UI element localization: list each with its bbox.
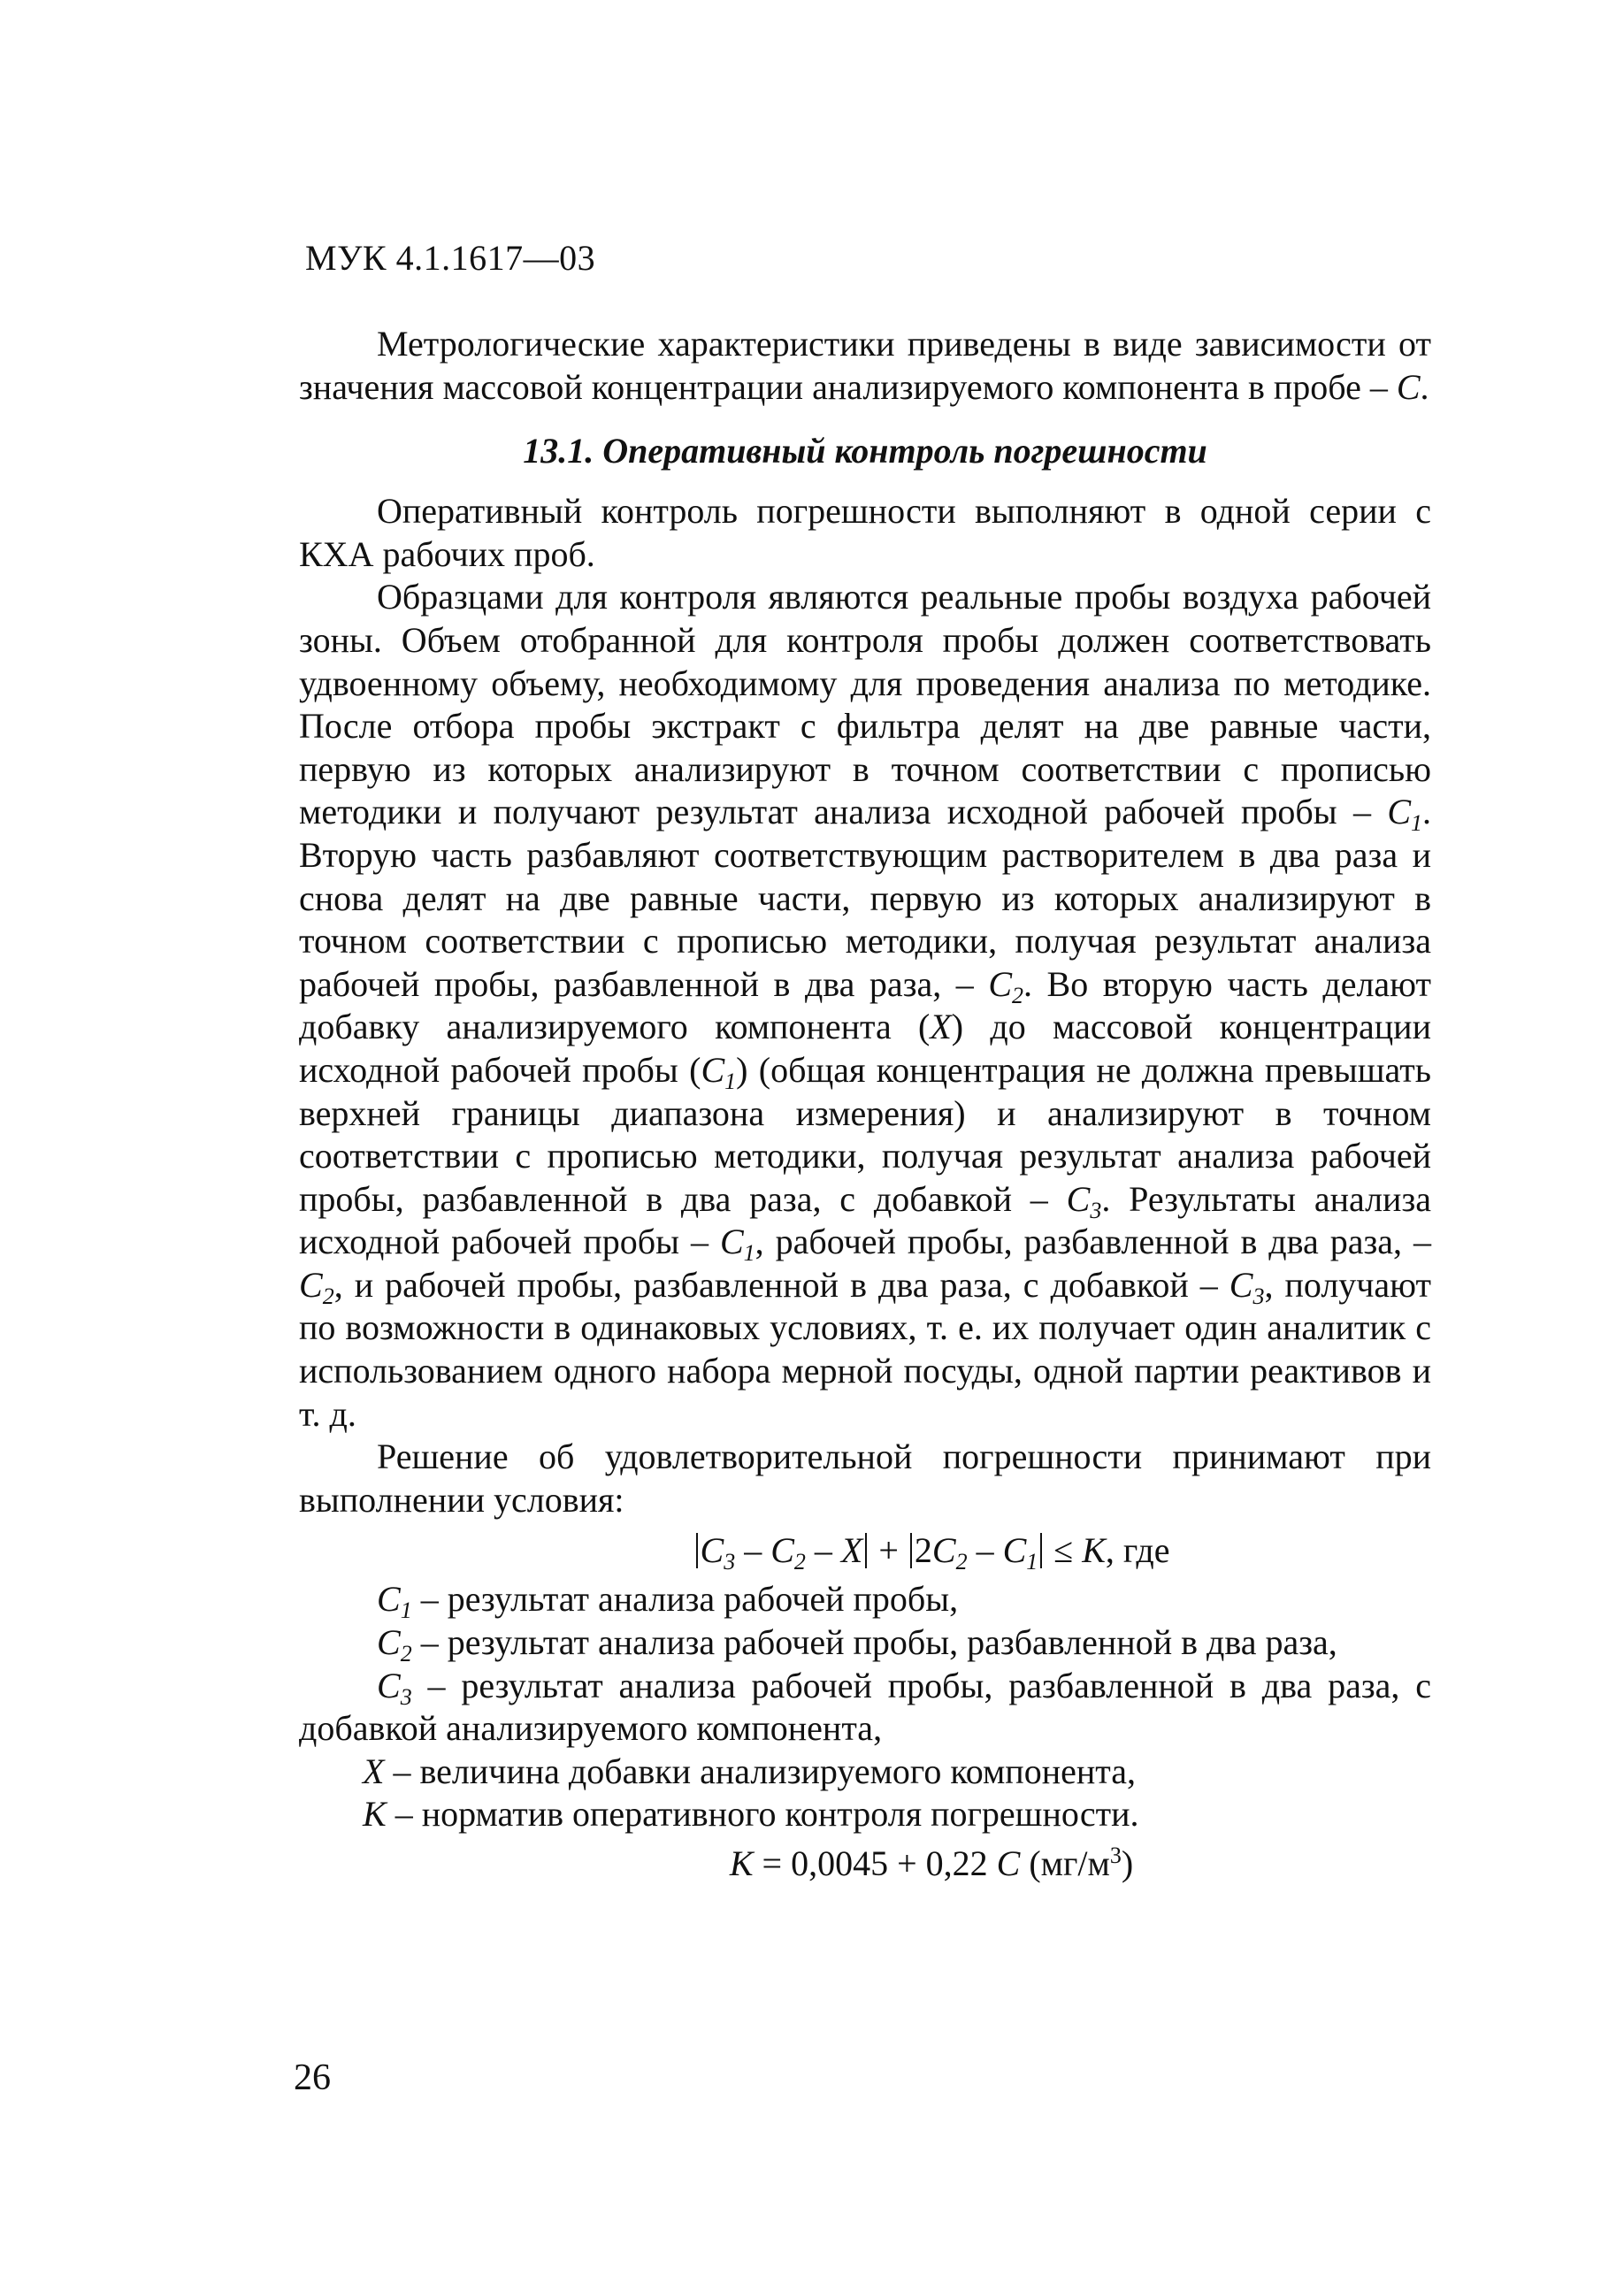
k-formula xyxy=(432,1842,1431,1886)
formula-minus: – xyxy=(735,1530,771,1571)
definition-k xyxy=(299,1793,1431,1836)
definition-text: – норматив оперативного контроля погрешности. xyxy=(386,1794,1139,1835)
var-k: K xyxy=(729,1843,754,1883)
formula-plus: + xyxy=(869,1530,908,1571)
paragraph-decision: Решение об удовлетворительной погрешности принимают при выполнении условия: xyxy=(299,1437,1431,1520)
sub-1: 1 xyxy=(400,1598,412,1624)
definition-c3 xyxy=(299,1665,1431,1751)
abs-bar xyxy=(865,1533,867,1568)
var-c: C xyxy=(1066,1178,1091,1219)
sub-3: 3 xyxy=(1252,1283,1265,1309)
definition-text: – результат анализа рабочей пробы, разбавленной в два раза, с добавкой анализируемого компонента, xyxy=(299,1665,1431,1749)
para2-text: ) до массовой концентрации исходной рабочей пробы ( xyxy=(299,1007,1431,1090)
k-formula-rhs: = 0,0045 + 0,22 xyxy=(753,1843,997,1883)
para2-text: , рабочей пробы, разбавленной в два раза, – xyxy=(755,1222,1432,1262)
sub-1: 1 xyxy=(1026,1549,1038,1575)
k-formula-close: ) xyxy=(1121,1843,1134,1883)
var-c: C xyxy=(1396,366,1421,407)
para2-text: . Во вторую часть делают добавку анализируемого компонента ( xyxy=(299,963,1432,1047)
var-c: C xyxy=(1002,1530,1027,1571)
para2-text: Образцами для контроля являются реальные пробы воздуха рабочей зоны. Объем отобранной для контроля пробы должен соответствовать удвоенному объему, необходимому для проведения анализа по методике. После отбора пробы экстракт с фильтра делят на две равные части, первую из которых анализируют в точном соответствии с прописью методики и получают результат анализа исходной рабочей пробы – xyxy=(299,577,1431,832)
page-number: 26 xyxy=(294,2057,331,2098)
sub-3: 3 xyxy=(724,1549,736,1575)
abs-bar xyxy=(910,1533,912,1568)
formula-minus: – xyxy=(967,1530,1003,1571)
var-c: C xyxy=(377,1579,401,1620)
intro-end: . xyxy=(1420,366,1429,407)
var-c: C xyxy=(1387,792,1411,832)
var-c: C xyxy=(719,1222,744,1262)
var-c: C xyxy=(701,1049,725,1090)
formula-coefficient: 2 xyxy=(914,1530,932,1571)
var-c: C xyxy=(1229,1264,1253,1305)
var-k: K xyxy=(1082,1530,1106,1571)
paragraph-operative-control: Оперативный контроль погрешности выполняют в одной серии с КХА рабочих проб. xyxy=(299,491,1431,574)
para2-text: , и рабочей пробы, разбавленной в два раза, с добавкой – xyxy=(333,1264,1229,1305)
definitions-list xyxy=(299,1578,1431,1836)
para2-text: . Вторую часть разбавляют соответствующим растворителем в два раза и снова делят на две равные части, первую из которых анализируют в точном соответствии с прописью методики, получая результат анализа рабочей пробы, разбавленной в два раза, – xyxy=(299,792,1431,1004)
sub-3: 3 xyxy=(1090,1197,1102,1223)
section-title: 13.1. Оперативный контроль погрешности xyxy=(523,431,1207,471)
var-c: C xyxy=(700,1530,724,1571)
var-c: C xyxy=(996,1843,1021,1883)
para2-text: ) (общая концентрация не должна превышать верхней границы диапазона измерения) и анализируют в точном соответствии с прописью методики, получая результат анализа рабочей пробы, разбавленной в два раза, с добавкой – xyxy=(299,1049,1431,1219)
definition-text: – результат анализа рабочей пробы, xyxy=(411,1579,959,1620)
var-k: K xyxy=(363,1794,387,1835)
var-x: X xyxy=(930,1007,952,1047)
k-formula-exponent: 3 xyxy=(1109,1843,1122,1868)
para2-text: . Результаты анализа исходной рабочей пробы – xyxy=(299,1178,1432,1262)
var-x: X xyxy=(840,1530,863,1571)
intro-paragraph xyxy=(299,323,1431,409)
formula-tail: , где xyxy=(1105,1530,1170,1571)
formula-minus: – xyxy=(805,1530,841,1571)
definition-text: – результат анализа рабочей пробы, разбавленной в два раза, xyxy=(411,1622,1337,1663)
var-c: C xyxy=(988,963,1012,1004)
k-formula-unit: (мг/м xyxy=(1020,1843,1110,1883)
definition-c1 xyxy=(299,1578,1431,1624)
var-x: X xyxy=(363,1751,385,1791)
sub-2: 2 xyxy=(322,1283,334,1309)
abs-bar xyxy=(1040,1533,1042,1568)
sub-2: 2 xyxy=(955,1549,968,1575)
definition-c2 xyxy=(299,1621,1431,1665)
sub-2: 2 xyxy=(793,1549,806,1575)
definition-x xyxy=(299,1751,1431,1794)
sub-1: 1 xyxy=(743,1240,755,1267)
sub-2: 2 xyxy=(400,1641,412,1667)
acceptance-formula xyxy=(432,1529,1431,1573)
sub-1: 1 xyxy=(724,1068,737,1094)
para2-text: , получают по возможности в одинаковых условиях, т. е. их получает один аналитик с использованием одного набора мерной посуды, одной партии реактивов и т. д. xyxy=(299,1264,1432,1434)
var-c: C xyxy=(770,1530,794,1571)
definition-text: – величина добавки анализируемого компонента, xyxy=(384,1751,1136,1791)
abs-bar xyxy=(696,1533,698,1568)
sub-1: 1 xyxy=(1411,810,1422,837)
intro-text: Метрологические характеристики приведены в виде зависимости от значения массовой концентрации анализируемого компонента в пробе – xyxy=(299,324,1431,407)
var-c: C xyxy=(299,1264,323,1305)
formula-le: ≤ xyxy=(1053,1530,1083,1571)
document-body xyxy=(299,323,1431,1886)
var-c: C xyxy=(377,1622,401,1663)
paragraph-control-samples xyxy=(299,576,1431,1436)
var-c: C xyxy=(931,1530,956,1571)
sub-2: 2 xyxy=(1012,982,1023,1008)
var-c: C xyxy=(377,1665,401,1705)
document-code: МУК 4.1.1617—03 xyxy=(305,238,596,278)
sub-3: 3 xyxy=(400,1683,412,1710)
